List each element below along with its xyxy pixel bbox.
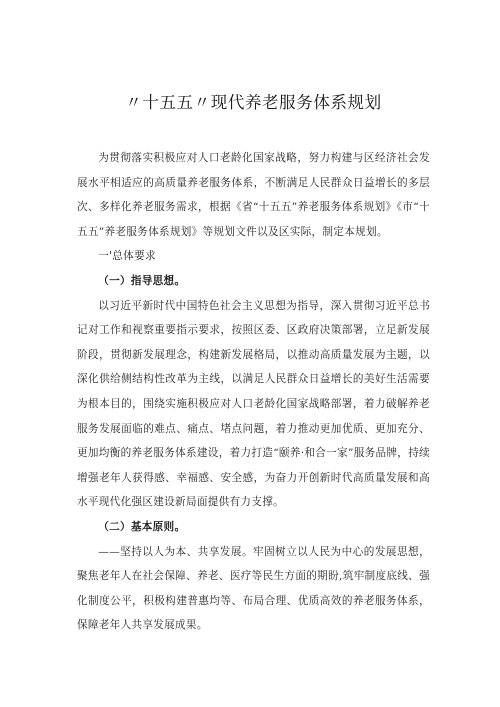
basic-principles-paragraph: ——坚持以人为本、共享发展。牢固树立以人民为中心的发展思想，聚焦老年人在社会保障、养老、医疗等民生方面的期盼,筑牢制度底线、强化制度公平，积极构建普惠均等、布局合理、优质高效的养老服务体系，保障老年人共享发展成果。 [77, 545, 430, 632]
subsection-heading-basic-principles: （二）基本原则。 [98, 520, 186, 533]
intro-paragraph: 为贯彻落实积极应对人口老龄化国家战略，努力构建与区经济社会发展水平相适应的高质量养老服务体系，不断满足人民群众日益增长的多层次、多样化养老服务需求，根据《省“十五五”养老服务体系规划》《市“十五五”养老服务体系规划》等规划文件以及区实际，制定本规划。 [77, 152, 430, 238]
guiding-ideology-paragraph: 以习近平新时代中国特色社会主义思想为指导，深入贯彻习近平总书记对工作和视察重要指示要求，按照区委、区政府决策部署，立足新发展阶段，贯彻新发展理念，构建新发展格局，以推动高质量发展为主题，以深化供给侧结构性改革为主线，以满足人民群众日益增长的美好生活需要为根本目的，围绕实施积极应对人口老龄化国家战略部署，着力破解养老服务发展面临的难点、痛点、堵点问题，着力推动更加优质、更加充分、更加均衡的养老服务体系建设，着力打造“颐养·和合一家”服务品牌，持续增强老年人获得感、幸福感、安全感，为奋力开创新时代高质量发展和高水平现代化强区建设新局面提供有力支撑。 [77, 299, 430, 509]
document-title: 〃十五五〃现代养老服务体系规划 [125, 93, 382, 112]
document-body [77, 146, 430, 638]
subsection-heading-guiding-ideology: （一）指导思想。 [98, 274, 186, 287]
section-heading-general-requirements: 一'总体要求 [98, 250, 156, 263]
